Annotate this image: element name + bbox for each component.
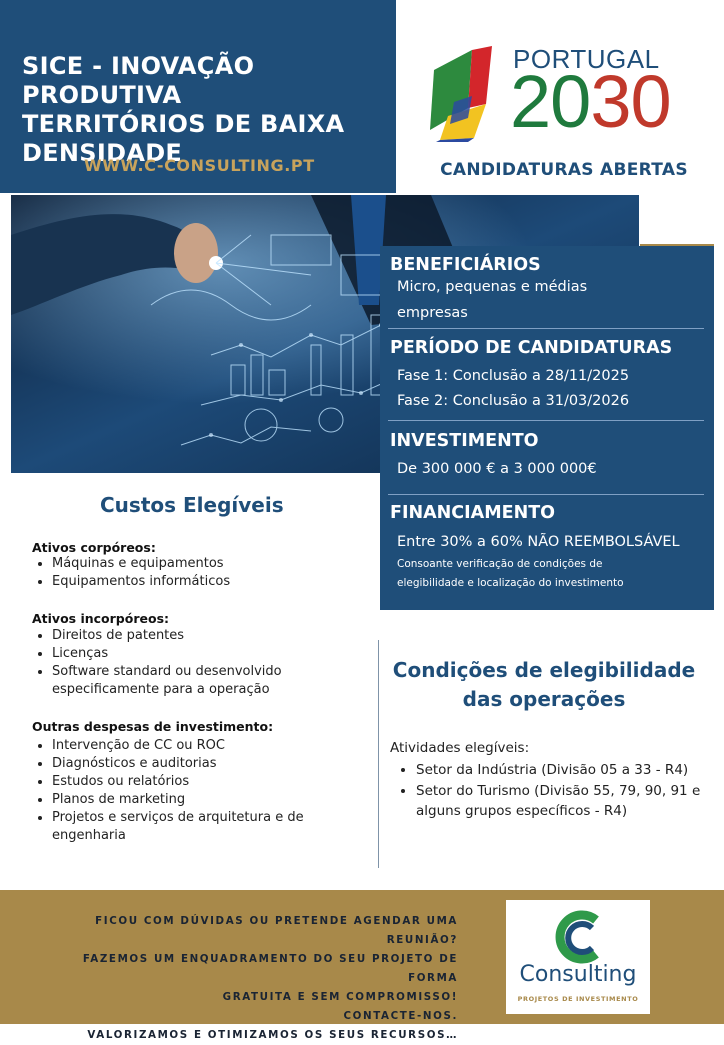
investimento-heading: INVESTIMENTO xyxy=(390,431,539,451)
list-item: • Máquinas e equipamentos xyxy=(52,555,352,573)
beneficiarios-heading: BENEFICIÁRIOS xyxy=(390,255,541,275)
custos-elegiveis-heading: Custos Elegíveis xyxy=(100,493,284,517)
financiamento-note-2: elegibilidade e localização do investimento xyxy=(397,577,624,589)
footer-line: CONTACTE-NOS. xyxy=(343,1010,458,1022)
periodo-heading: PERÍODO DE CANDIDATURAS xyxy=(390,338,673,358)
website-link[interactable]: WWW.C-CONSULTING.PT xyxy=(84,156,315,175)
info-divider xyxy=(388,494,704,495)
info-divider xyxy=(388,328,704,329)
info-divider xyxy=(388,420,704,421)
financiamento-note-1: Consoante verificação de condições de xyxy=(397,558,603,570)
c-consulting-logo-mark-icon xyxy=(552,910,604,964)
title-line-1: SICE - INOVAÇÃO PRODUTIVA xyxy=(22,52,255,109)
portugal-2030-flag-logo xyxy=(428,46,508,142)
logo-year xyxy=(510,62,671,142)
footer-contact-text xyxy=(44,912,458,1045)
list-item: • Licenças xyxy=(52,645,352,663)
logo-portugal-text: PORTUGAL xyxy=(513,44,660,74)
ativos-corporeos-list xyxy=(32,555,352,591)
ativos-incorporeos-heading: Ativos incorpóreos: xyxy=(32,611,170,626)
investimento-text: De 300 000 € a 3 000 000€ xyxy=(397,461,597,477)
atividades-elegiveis-label: Atividades elegíveis: xyxy=(390,740,530,756)
title-line-3: DENSIDADE xyxy=(22,139,183,167)
footer-line: VALORIZAMOS E OTIMIZAMOS OS SEUS RECURSOS… xyxy=(87,1029,458,1041)
beneficiarios-text-2: empresas xyxy=(397,305,468,321)
title-line-2: TERRITÓRIOS DE BAIXA xyxy=(22,110,345,138)
ativos-corporeos-heading: Ativos corpóreos: xyxy=(32,540,156,555)
list-item: • Direitos de patentes xyxy=(52,627,352,645)
list-item: • Intervenção de CC ou ROC xyxy=(52,737,352,755)
logo-year-digit: 0 xyxy=(550,60,591,143)
page-title xyxy=(22,52,392,168)
logo-year-digit: 2 xyxy=(510,60,551,143)
list-item: • Setor da Indústria (Divisão 05 a 33 - R4) xyxy=(416,760,716,781)
periodo-fase-1: Fase 1: Conclusão a 28/11/2025 xyxy=(397,368,630,384)
condicoes-heading xyxy=(382,656,706,714)
financiamento-heading: FINANCIAMENTO xyxy=(390,503,556,523)
c-consulting-logo-word: Consulting xyxy=(519,962,637,987)
list-item: • Projetos e serviços de arquitetura e de engenharia xyxy=(52,809,352,845)
list-item: • Equipamentos informáticos xyxy=(52,573,352,591)
list-item: • Software standard ou desenvolvido especificamente para a operação xyxy=(52,663,352,699)
periodo-fase-2: Fase 2: Conclusão a 31/03/2026 xyxy=(397,393,630,409)
atividades-elegiveis-list xyxy=(396,760,716,822)
c-consulting-logo-subtitle: PROJETOS DE INVESTIMENTO xyxy=(517,995,639,1003)
list-item: • Estudos ou relatórios xyxy=(52,773,352,791)
column-divider xyxy=(378,640,379,868)
beneficiarios-text-1: Micro, pequenas e médias xyxy=(397,279,588,295)
program-info-panel xyxy=(380,246,714,610)
outras-despesas-heading: Outras despesas de investimento: xyxy=(32,719,274,734)
list-item: • Diagnósticos e auditorias xyxy=(52,755,352,773)
list-item: • Planos de marketing xyxy=(52,791,352,809)
footer-line: GRATUITA E SEM COMPROMISSO! xyxy=(222,991,458,1003)
condicoes-heading-line-2: das operações xyxy=(462,687,626,711)
condicoes-heading-line-1: Condições de elegibilidade xyxy=(392,658,696,682)
outras-despesas-list xyxy=(32,737,352,845)
logo-year-digit: 0 xyxy=(630,60,671,143)
logo-year-digit: 3 xyxy=(590,60,631,143)
list-item: • Setor do Turismo (Divisão 55, 79, 90, 91 e alguns grupos específicos - R4) xyxy=(416,781,716,822)
footer-line: FICOU COM DÚVIDAS OU PRETENDE AGENDAR UMA REUNIÃO? xyxy=(95,915,458,946)
candidaturas-abertas-label: CANDIDATURAS ABERTAS xyxy=(440,160,688,180)
footer-line: FAZEMOS UM ENQUADRAMENTO DO SEU PROJETO DE FORMA xyxy=(82,953,458,984)
ativos-incorporeos-list xyxy=(32,627,352,699)
financiamento-text: Entre 30% a 60% NÃO REEMBOLSÁVEL xyxy=(397,534,680,550)
